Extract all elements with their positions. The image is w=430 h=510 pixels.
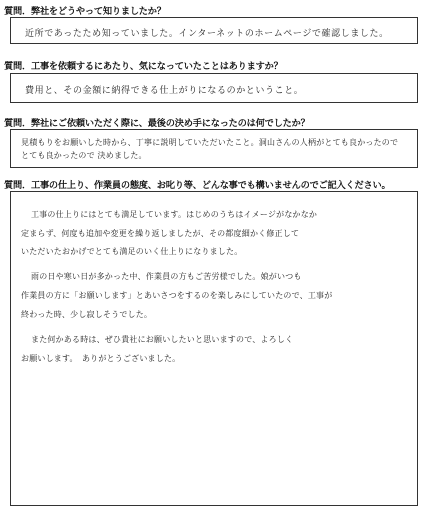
answer-2-box <box>10 73 418 103</box>
answer-4-line-5: 作業員の方に「お願いします」とあいさつをするのを楽しみにしていたので、工事が <box>21 291 333 300</box>
answer-4-line-3: いただいたおかげでとても満足のいく仕上りになりました。 <box>21 247 243 256</box>
answer-4-line-4: 雨の日や寒い日が多かった中、作業員の方もご苦労様でした。娘がいつも <box>31 272 302 281</box>
question-3-label: 質問．弊社にご依頼いただく際に、最後の決め手になったのは何でしたか？ <box>4 118 310 129</box>
answer-3-box <box>10 129 418 168</box>
answer-3-line-1: 見積もりをお願いした時から、丁寧に説明していただいたこと。洞山さんの人柄がとても良かったので <box>21 138 399 147</box>
question-1-label: 質問．弊社をどうやって知りましたか？ <box>4 6 166 17</box>
answer-3-line-2: とても良かったので 決めました。 <box>21 151 147 160</box>
answer-2-line-1: 費用と、その金額に納得できる仕上がりになるのかということ。 <box>25 86 304 96</box>
answer-4-line-1: 工事の仕上りにはとても満足しています。はじめのうちはイメージがなかなか <box>31 210 318 219</box>
answer-4-box <box>10 191 418 506</box>
answer-1-box <box>10 17 418 44</box>
question-2-label: 質問．工事を依頼するにあたり、気になっていたことはありますか？ <box>4 61 283 72</box>
answer-4-line-8: お願いします。 ありがとうございました。 <box>21 354 181 363</box>
answer-4-line-6: 終わった時、少し寂しそうでした。 <box>21 310 153 319</box>
answer-1-line-1: 近所であったため知っていました。インターネットのホームページで確認しました。 <box>25 29 389 39</box>
question-4-label: 質問．工事の仕上り、作業員の態度、お叱り等、どんな事でも構いませんのでご記入ください。 <box>4 180 391 191</box>
answer-4-line-7: また何かある時は、ぜひ貴社にお願いしたいと思いますので、よろしく <box>31 335 294 344</box>
answer-4-line-2: 定まらず、何度も追加や変更を繰り返しましたが、その都度細かく修正して <box>21 229 300 238</box>
